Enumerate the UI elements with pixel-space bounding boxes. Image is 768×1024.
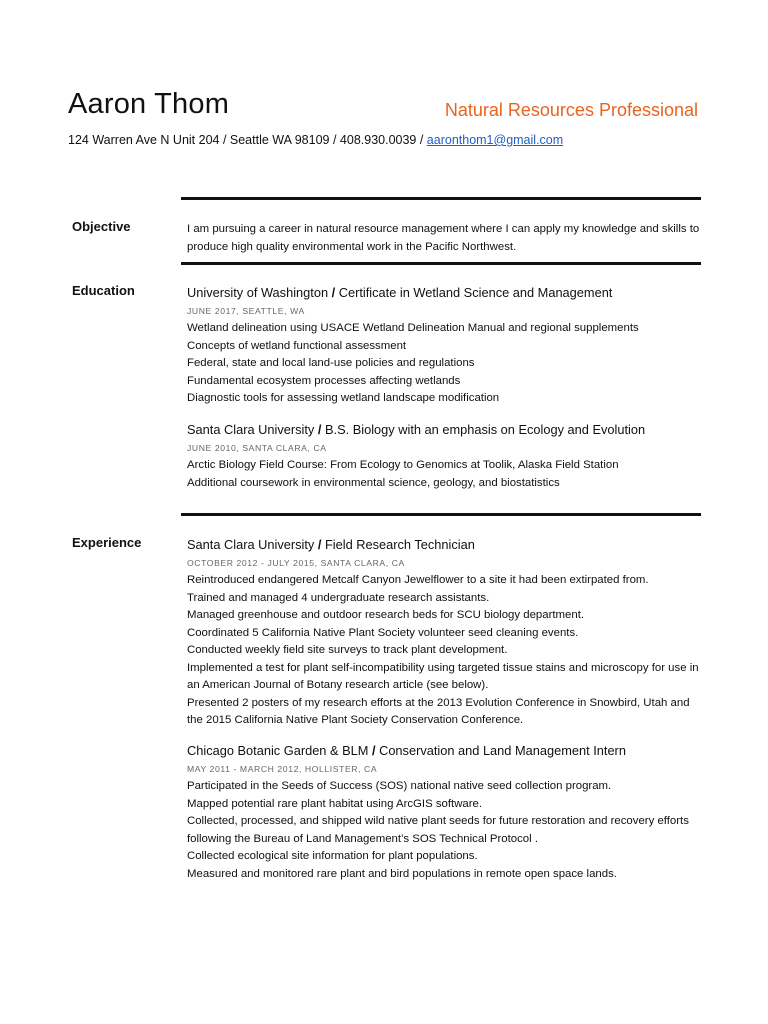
list-item: Federal, state and local land-use policies and regulations <box>187 357 475 369</box>
list-item: Diagnostic tools for assessing wetland landscape modification <box>187 392 500 404</box>
entry-org: Santa Clara University <box>187 422 315 437</box>
entry-title <box>187 536 701 554</box>
objective-heading: Objective <box>72 219 131 234</box>
entry-separator: / <box>314 422 325 437</box>
list-item: Mapped potential rare plant habitat using ArcGIS software. <box>187 797 483 810</box>
list-item: Conducted weekly field site surveys to track plant development. <box>187 644 508 656</box>
experience-entry <box>187 742 701 883</box>
list-item: Reintroduced endangered Metcalf Canyon Jewelflower to a site it had been extirpated from. <box>187 574 649 586</box>
entry-date-location: OCTOBER 2012 - JULY 2015, SANTA CLARA, CA <box>187 558 405 568</box>
education-entry <box>187 421 701 492</box>
entry-date-location: MAY 2011 - MARCH 2012, HOLLISTER, CA <box>187 764 378 774</box>
entry-role: Conservation and Land Management Intern <box>379 743 626 758</box>
entry-date-location: JUNE 2017, SEATTLE, WA <box>187 306 305 316</box>
list-item: Fundamental ecosystem processes affecting wetlands <box>187 374 461 387</box>
list-item: Implemented a test for plant self-incompatibility using targeted tissue stains and microscopy for use in an American Journal of Botany research article (see below). <box>187 661 699 691</box>
entry-role: Certificate in Wetland Science and Management <box>338 285 613 300</box>
entry-separator: / <box>314 537 325 552</box>
email-link[interactable]: aaronthom1@gmail.com <box>426 133 564 147</box>
entry-org: University of Washington <box>187 285 329 300</box>
experience-heading: Experience <box>72 535 142 550</box>
education-heading: Education <box>72 283 135 298</box>
list-item: Measured and monitored rare plant and bird populations in remote open space lands. <box>187 867 617 880</box>
list-item: Wetland delineation using USACE Wetland Delineation Manual and regional supplements <box>187 322 639 334</box>
list-item: Managed greenhouse and outdoor research beds for SCU biology department. <box>187 609 585 621</box>
entry-separator: / <box>328 285 339 300</box>
list-item: Collected, processed, and shipped wild native plant seeds for future restoration and recovery efforts following the Bureau of Land Management’s SOS Technical Protocol . <box>187 815 689 845</box>
entry-role: Field Research Technician <box>324 537 475 552</box>
list-item: Presented 2 posters of my research efforts at the 2013 Evolution Conference in Snowbird, Utah and the 2015 California Native Plant Society Conservation Conference. <box>187 696 690 726</box>
contact-line <box>68 133 563 147</box>
list-item: Collected ecological site information for plant populations. <box>187 850 478 862</box>
education-entry <box>187 284 701 408</box>
contact-details: 124 Warren Ave N Unit 204 / Seattle WA 98109 / 408.930.0039 / <box>68 133 427 147</box>
entry-title <box>187 742 701 760</box>
list-item: Participated in the Seeds of Success (SOS) national native seed collection program. <box>187 780 612 792</box>
entry-title <box>187 284 701 302</box>
list-item: Additional coursework in environmental science, geology, and biostatistics <box>187 476 560 489</box>
entry-date-location: JUNE 2010, SANTA CLARA, CA <box>187 443 327 453</box>
objective-text: I am pursuing a career in natural resource management where I can apply my knowledge and skills to produce high quality environmental work in the Pacific Northwest. <box>187 223 700 253</box>
section-divider <box>181 197 701 200</box>
experience-entry <box>187 536 701 730</box>
list-item: Coordinated 5 California Native Plant Society volunteer seed cleaning events. <box>187 626 579 639</box>
entry-org: Santa Clara University <box>187 537 315 552</box>
professional-title: Natural Resources Professional <box>444 100 698 120</box>
entry-org: Chicago Botanic Garden & BLM <box>187 743 372 758</box>
entry-role: B.S. Biology with an emphasis on Ecology and Evolution <box>324 422 646 437</box>
entry-separator: / <box>371 743 380 758</box>
list-item: Arctic Biology Field Course: From Ecology to Genomics at Toolik, Alaska Field Station <box>187 459 619 471</box>
entry-title <box>187 421 701 439</box>
list-item: Concepts of wetland functional assessment <box>187 339 407 352</box>
candidate-name: Aaron Thom <box>68 88 230 120</box>
list-item: Trained and managed 4 undergraduate research assistants. <box>187 591 490 604</box>
section-divider <box>181 262 701 265</box>
section-divider <box>181 513 701 516</box>
